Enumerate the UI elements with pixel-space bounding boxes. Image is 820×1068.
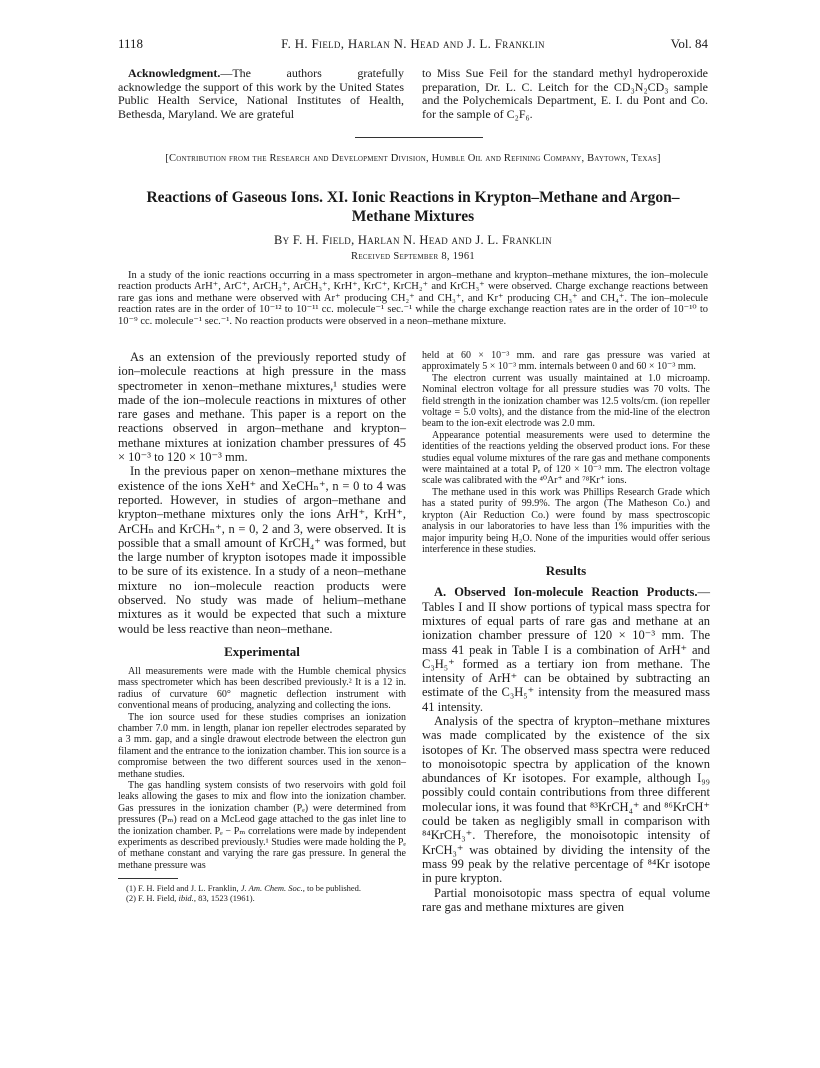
intro-paragraph-1: As an extension of the previously reported study of ion–molecule reactions at high pressure in the mass spectrometer in xenon–methane mixtures,¹ studies were made of the ion–molecule reactions in mixtures of other rare gases and methane. This paper is a report on the reactions observed in argon–methane and krypton–methane mixtures at ionization chamber pressures of 45 × 10⁻³ to 120 × 10⁻³ mm. xyxy=(118,350,406,465)
acknowledgment-label: Acknowledgment. xyxy=(128,66,221,80)
footnote-1: (1) F. H. Field and J. L. Franklin, J. Am. Chem. Soc., to be published. xyxy=(126,883,362,894)
intro-paragraph-2: In the previous paper on xenon–methane mixtures the existence of the ions XeH⁺ and XeCHₙ⁺, n = 0 to 4 was reported. However, in studies of argon–methane and krypton–methane mixtures only the ions ArH⁺, KrH⁺, ArCHₙ and KrCHₙ⁺, n = 0, 2 and 3, were observed. It is possible that a small amount of KrCH₄⁺ was formed, but the large number of krypton isotopes made it impossible to be sure of its existence. In a study of a neon–methane mixture no ion–molecule reaction products were observed. No study was made of helium–methane mixtures as it would be expected that such a mixture would be less reactive than neon–methane. xyxy=(118,464,406,636)
footnote-2: (2) F. H. Field, ibid., 83, 1523 (1961). xyxy=(126,893,255,904)
byline: By F. H. Field, Harlan N. Head and J. L. Franklin xyxy=(274,233,552,247)
experimental-continued-3: Appearance potential measurements were used to determine the identities of the reactions yelding the observed product ions. For these studies equal volume mixtures of the rare gas and methane components were maintained at a total Pₑ of 120 × 10⁻³ mm. The electron voltage scale was calibrated with the ⁴⁰Ar⁺ and ⁷⁸Kr⁺ ions. xyxy=(422,429,710,487)
experimental-paragraph-3: The gas handling system consists of two reservoirs with gold foil leaks allowing the gases to mix and flow into the ionization chamber. Gas pressures in the ionization chamber (Pₑ) were determined from pressures (Pₘ) read on a McLeod gage attached to the gas inlet line to the ionization chamber. Pₑ − Pₘ correlations were made by independent experiments as described previously.¹ Studies were made holding the Pₑ of methane constant and varying the rare gas pressure. In general the methane pressure was xyxy=(118,780,406,871)
experimental-paragraph-1: All measurements were made with the Humble chemical physics mass spectrometer which has been described previously.² It is a 12 in. radius of curvature 60° magnetic deflection instrument with conventional means of producing, analyzing and collecting the ions. xyxy=(118,665,406,712)
abstract: In a study of the ionic reactions occurring in a mass spectrometer in argon–methane and krypton–methane mixtures, the ion–molecule reaction products ArH⁺, ArC⁺, ArCH₂⁺, ArCH₃⁺, KrH⁺, KrC⁺, KrCH₂⁺ and KrCH₃⁺ were observed. Charge exchange reactions between rare gas ions and methane were observed with Ar⁺ producing CH₂⁺ and CH₃⁺, and Kr⁺ producing CH₃⁺ and CH₄⁺. The ion–molecule reaction rates are in the order of 10⁻¹² to 10⁻¹¹ cc. molecule⁻¹ sec.⁻¹ while the charge exchange reaction rates are in the order of 10⁻¹⁰ to 10⁻⁹ cc. molecule⁻¹ sec.⁻¹. No reaction products were observed in a neon–methane mixture. xyxy=(118,270,708,327)
right-column xyxy=(422,350,710,914)
acknowledgment-right: to Miss Sue Feil for the standard methyl hydroperoxide preparation, Dr. L. C. Leitch for the CD₃N₂CD₃ sample and the Polychemicals Department, E. I. du Pont and Co. for the sample of C₂F₆. xyxy=(422,66,708,121)
acknowledgment-left xyxy=(118,67,404,121)
subsection-label: A. Observed Ion-molecule Reaction Products. xyxy=(434,585,698,600)
acknowledgment-left-text: —The authors gratefully acknowledge the support of this work by the United States Public Health Service, National Institutes of Health, Bethesda, Maryland. We are grateful xyxy=(118,66,404,121)
running-head-authors: F. H. Field, Harlan N. Head and J. L. Franklin xyxy=(281,36,545,51)
left-column xyxy=(118,350,406,903)
acknowledgment-section xyxy=(118,67,708,123)
contribution-line: [Contribution from the Research and Development Division, Humble Oil and Refining Company, Baytown, Texas] xyxy=(165,153,661,164)
footnote-divider xyxy=(118,878,178,879)
experimental-paragraph-2: The ion source used for these studies comprises an ionization chamber 7.0 mm. in length, planar ion repeller electrodes separated by a 3 mm. gap, and a single drawout electrode between the electron gun filament and the entrance to the ionization chamber. This ion source is a compromise between the two different sources used in the xenon–methane studies. xyxy=(118,711,406,780)
results-heading: Results xyxy=(545,563,587,579)
section-divider xyxy=(355,137,483,138)
running-head xyxy=(118,36,708,52)
experimental-continued-4: The methane used in this work was Phillips Research Grade which has a stated purity of 99.9%. The argon (The Matheson Co.) and krypton (Air Reduction Co.) were found by mass spectroscopic analysis in our laboratories to have less than 1% impurities with the major impurity being H₂O. None of the impurities would offer serious interference in these studies. xyxy=(422,486,710,555)
volume-label: Vol. 84 xyxy=(670,36,708,51)
results-paragraph-1: A. Observed Ion-molecule Reaction Products.—Tables I and II show portions of typical mass spectra for mixtures of equal parts of rare gas and methane at an ionization chamber pressure of 120 × 10⁻³ mm. The mass 41 peak in Table I is a combination of ArH⁺ and C₃H₅⁺ formed as a tertiary ion from methane. The intensity of ArH⁺ can be obtained by subtracting an estimate of the C₃H₅⁺ intensity from the measured mass 41 intensity. xyxy=(422,585,710,714)
received-date: Received September 8, 1961 xyxy=(351,251,475,262)
results-paragraph-2: Analysis of the spectra of krypton–methane mixtures was made complicated by the existence of the six isotopes of Kr. The observed mass spectra were reduced to monoisotopic spectra by application of the known abundances of Kr isotopes. For example, although I₉₉ possibly could contain contributions from three different molecular ions, it was found that ⁸³KrCH₄⁺ and ⁸⁶KrCH⁺ could be taken as negligibly small in comparison with ⁸⁴KrCH₃⁺. Therefore, the monoisotopic intensity of KrCH₃⁺ was obtained by dividing the intensity of the mass 99 peak by the relative percentage of ⁸⁴Kr isotope in pure krypton. xyxy=(422,713,710,886)
article-title: Reactions of Gaseous Ions. XI. Ionic Reactions in Krypton–Methane and Argon–Methane Mixtures xyxy=(146,189,680,225)
experimental-continued-1: held at 60 × 10⁻³ mm. and rare gas pressure was varied at approximately 5 × 10⁻³ mm. internals between 0 and 60 × 10⁻³ mm. xyxy=(422,350,710,373)
experimental-heading: Experimental xyxy=(224,643,300,659)
page-number: 1118 xyxy=(118,36,144,51)
experimental-continued-2: The electron current was usually maintained at 1.0 microamp. Nominal electron voltage for all pressure studies was 70 volts. The field strength in the ionization chamber was 12.5 volts/cm. (ion repeller voltage = 5.0 volts), and the distance from the mid-line of the electron beam to the ion-exit electrode was 2.0 mm. xyxy=(422,372,710,430)
results-paragraph-3: Partial monoisotopic mass spectra of equal volume rare gas and methane mixtures are given xyxy=(422,885,710,914)
